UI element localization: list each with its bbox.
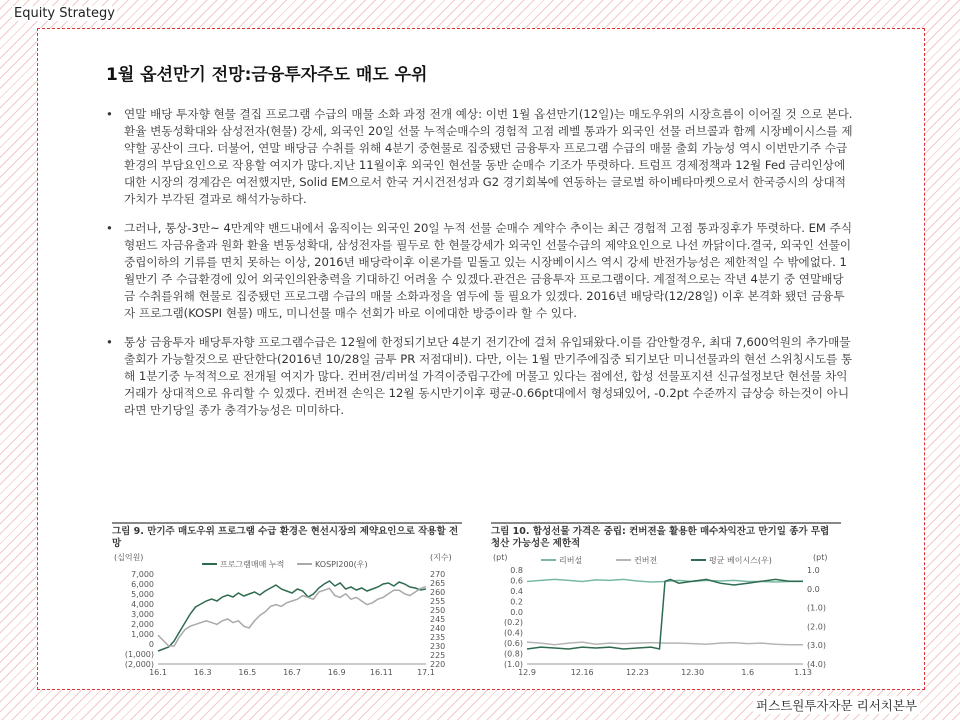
y-left-tick-label: (0.6) (504, 639, 523, 649)
y-left-tick-label: 7,000 (131, 570, 154, 579)
y-right-tick-label: 255 (430, 597, 446, 606)
x-tick-label: 17.1 (417, 668, 435, 677)
y-left-tick-label: 0.0 (510, 607, 523, 617)
left-unit-label: (pt) (493, 553, 508, 562)
x-tick-label: 16.1 (149, 668, 167, 677)
body-text (106, 106, 854, 431)
y-right-tick-label: 245 (430, 615, 446, 624)
y-right-tick-label: (4.0) (807, 660, 826, 669)
chart-number: 그림 10. (491, 526, 530, 537)
y-right-tick-label: 220 (430, 660, 446, 669)
y-left-tick-label: (2,000) (124, 660, 154, 669)
x-tick-label: 16.11 (369, 668, 393, 677)
legend-label-program: 프로그램매매 누적 (220, 560, 285, 569)
x-tick-label: 12.16 (570, 668, 594, 677)
right-unit-label: (pt) (813, 553, 828, 562)
legend-label-basis: 평균 베이시스(우) (709, 556, 772, 565)
legend-label-kospi: KOSPI200(우) (315, 560, 368, 569)
series-line-2 (158, 587, 426, 646)
chart-plot (491, 550, 841, 680)
paragraph-text: 통상 금융투자 배당투자향 프로그램수급은 12월에 한정되기보단 4분기 전기간에 걸쳐 유입돼왔다.이를 감안할경우, 최대 7,600억원의 추가매물 출회가 가능할것으로 판단한다(2016년 10/28일 금투 PR 저점대비). 다만, 이는 1월 만기주에집중 되기보단 미니선물과의 현선 스위칭시도를 통해 1분기중 누적적으로 전개될 여지가 많다. 컨버젼/리버설 가격이중립구간에 머물고 있다는 점에선, 합성 선물포지션 신규설정보단 현선물 차익거래가 상대적으로 유리할 수 있겠다. 컨버젼 손익은 12월 동시만기이후 평균-0.66pt대에서 형성돼있어, -0.2pt 수준까지 급상승 하는것이 아니라면 만기당일 종가 충격가능성은 미미하다. (124, 335, 853, 417)
y-left-tick-label: (1.0) (504, 660, 523, 669)
y-left-tick-label: 3,000 (131, 610, 154, 619)
page-title: 1월 옵션만기 전망:금융투자주도 매도 우위 (106, 65, 428, 85)
right-unit-label: (지수) (430, 553, 452, 562)
bullet: • (106, 335, 113, 349)
x-tick-label: 1.13 (794, 668, 812, 677)
y-right-tick-label: 0.0 (807, 584, 820, 594)
x-tick-label: 1.6 (741, 668, 755, 677)
y-right-tick-label: 260 (430, 588, 446, 597)
y-right-tick-label: 250 (430, 606, 446, 615)
paragraph-text: 연말 배당 투자향 현물 결집 프로그램 수급의 매물 소화 과정 전개 예상: 이번 1월 옵션만기(12일)는 매도우위의 시장흐름이 이어질 것 으로 본다. 환율 변동성확대와 삼성전자(현물) 강세, 외국인 20일 선물 누적순매수의 경험적 고점 레벨 통과가 외국인 선물 러브콜과 함께 시장베이시스를 제약할 공산이 크다. 더불어, 연말 배당금 수취를 위해 4분기 중현물로 집중됐던 금융투자 프로그램 수급의 매물 출회 가능성 역시 이번만기주 수급환경의 부담요인으로 작용할 여지가 많다.지난 11월이후 외국인 현선물 동반 순매수 기조가 뚜렷하다. 트럼프 경제정책과 12월 Fed 금리인상에 대한 시장의 경계감은 여전했지만, Solid EM으로서 한국 거시건전성과 G2 경기회복에 연동하는 글로벌 하이베타마켓으로서 한국증시의 상대적 가치가 부각된 결과로 해석가능하다. (124, 107, 853, 206)
y-right-tick-label: 230 (430, 642, 446, 651)
paragraph-1 (106, 106, 854, 208)
y-left-tick-label: 5,000 (131, 590, 154, 599)
legend (202, 559, 368, 569)
y-left-tick-label: (1,000) (124, 650, 154, 659)
y-left-tick-label: 2,000 (131, 620, 154, 629)
chart-program-trading (112, 522, 462, 682)
y-left-tick-label: 4,000 (131, 600, 154, 609)
y-right-tick-label: 240 (430, 624, 446, 633)
y-right-tick-label: 235 (430, 633, 446, 642)
y-left-tick-label: (0.4) (504, 628, 523, 638)
header-label: Equity Strategy (14, 6, 115, 21)
series-line-2 (527, 642, 803, 645)
chart-title-text: 만기주 매도우위 프로그램 수급 환경은 현선시장의 제약요인으로 작용할 전망 (112, 526, 459, 549)
bullet: • (106, 107, 113, 121)
x-tick-label: 12.30 (681, 668, 705, 677)
y-left-tick-label: 0.6 (510, 576, 523, 586)
x-tick-label: 16.5 (238, 668, 257, 677)
x-tick-label: 16.7 (283, 668, 301, 677)
paragraph-3 (106, 334, 854, 419)
y-left-tick-label: 0.2 (510, 597, 523, 607)
legend-label-conversion: 컨버젼 (634, 556, 658, 565)
chart-title-text: 합성선물 가격은 중립: 컨버젼을 활용한 매수차익잔고 만기일 종가 무렵 청산 가능성은 제한적 (491, 526, 830, 549)
y-left-tick-label: 6,000 (131, 580, 154, 589)
y-right-tick-label: 265 (430, 579, 446, 588)
x-tick-label: 16.3 (193, 668, 212, 677)
y-left-tick-label: 0.8 (510, 566, 523, 575)
y-right-tick-label: (1.0) (807, 603, 826, 613)
left-unit-label: (십억원) (114, 553, 144, 562)
paragraph-text: 그러나, 통상-3만~ 4만계약 밴드내에서 움직이는 외국인 20일 누적 선물 순매수 계약수 추이는 최근 경험적 고점 통과징후가 뚜렷하다. EM 주식형펀드 자금유출과 원화 환율 변동성확대, 삼성전자를 필두로 한 현물강세가 외국인 선물수급의 제약요인으로 나선 까닭이다.결국, 외국인 선물이 중립이하의 기류를 면치 못하는 이상, 2016년 배당락이후 이론가를 밑돌고 있는 시장베이시스 역시 강세 반전가능성은 제한적일 수 밖에없다. 1월만기 주 수급환경에 있어 외국인의완충력을 기대하긴 어려울 수 있겠다.관건은 금융투자 프로그램이다. 계절적으로는 작년 4분기 중 연말배당금 수취를위해 현물로 집중됐던 프로그램 수급의 매물 소화과정을 염두에 둘 필요가 있겠다. 2016년 배당락(12/28일) 이후 본격화 됐던 금융투자 프로그램(KOSPI 현물) 매도, 미니선물 매수 선회가 바로 이에대한 방증이라 할 수 있다. (124, 221, 853, 320)
series-line-1 (158, 581, 426, 651)
y-left-tick-label: (0.2) (504, 618, 523, 628)
legend-label-reversal: 리버설 (559, 556, 583, 565)
chart-plot (112, 550, 462, 680)
paragraph-2 (106, 220, 854, 322)
y-left-tick-label: 0.4 (510, 586, 523, 596)
y-right-tick-label: (2.0) (807, 622, 826, 632)
chart-synthetic-futures (491, 522, 841, 682)
chart-title (112, 522, 462, 550)
y-right-tick-label: (3.0) (807, 641, 826, 651)
chart-number: 그림 9. (112, 526, 144, 537)
y-right-tick-label: 225 (430, 651, 446, 660)
series-line-3 (527, 579, 803, 649)
bullet: • (106, 221, 113, 235)
y-right-tick-label: 1.0 (807, 566, 820, 575)
footer-label: 퍼스트원투자자문 리서치본부 (753, 696, 920, 714)
x-tick-label: 12.9 (518, 668, 536, 677)
chart-title (491, 522, 841, 550)
y-right-tick-label: 270 (430, 570, 446, 579)
x-tick-label: 12.23 (625, 668, 649, 677)
x-tick-label: 16.9 (327, 668, 346, 677)
legend (541, 555, 772, 565)
y-left-tick-label: 1,000 (131, 630, 154, 639)
y-left-tick-label: (0.8) (504, 649, 523, 659)
content-frame (37, 28, 925, 690)
y-left-tick-label: 0 (148, 640, 154, 649)
